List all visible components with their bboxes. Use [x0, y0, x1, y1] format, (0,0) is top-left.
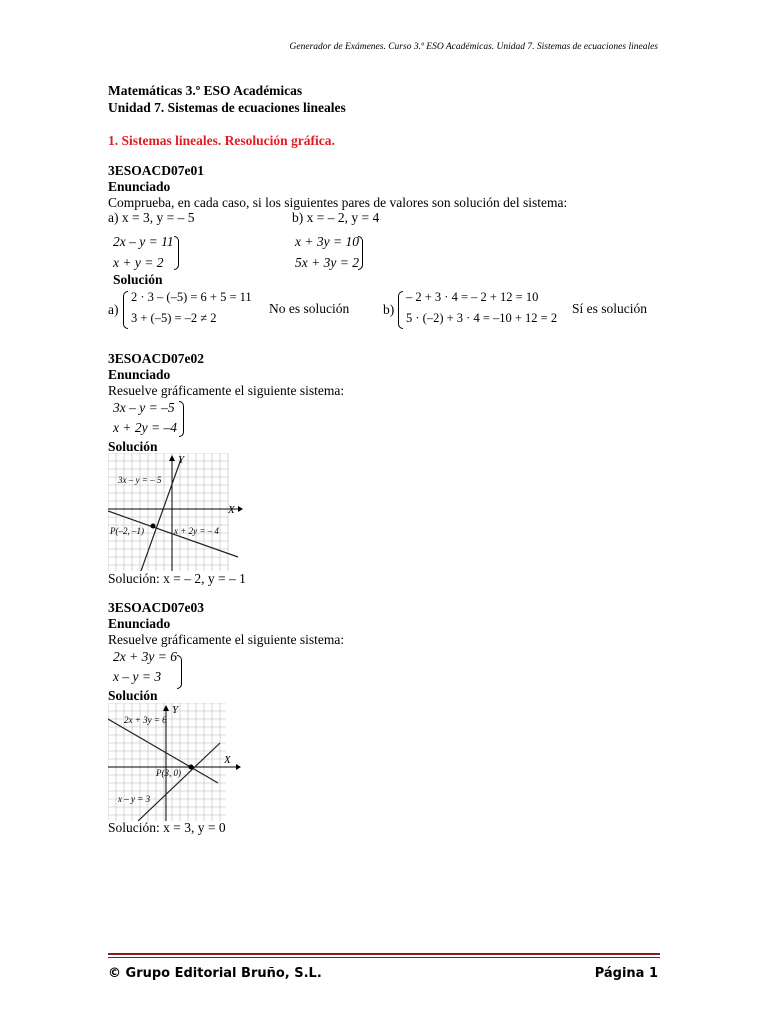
section-title: 1. Sistemas lineales. Resolución gráfica.	[108, 133, 335, 148]
ex1-sol-b-line1: – 2 + 3 · 4 = – 2 + 12 = 10	[406, 290, 539, 304]
ex2-enunciado-heading: Enunciado	[108, 367, 171, 382]
ex2-point-label: P(–2, –1)	[110, 526, 144, 536]
ex3-enunciado-heading: Enunciado	[108, 616, 171, 631]
ex1-solucion-heading: Solución	[113, 272, 163, 287]
footer-rule-thick	[108, 953, 660, 955]
ex1-sol-a-line2: 3 + (–5) = –2 ≠ 2	[131, 311, 217, 325]
ex1-enunciado-heading: Enunciado	[108, 179, 171, 194]
ex2-eq2: x + 2y = –4	[113, 420, 177, 435]
ex1-b-brace	[358, 236, 363, 270]
ex1-prompt: Comprueba, en cada caso, si los siguientes pares de valores son solución del sistema:	[108, 195, 568, 210]
ex3-x-arrow	[236, 764, 241, 770]
ex3-eq1: 2x + 3y = 6	[113, 649, 177, 664]
ex2-x-arrow	[238, 506, 243, 512]
ex3-solucion-heading: Solución	[108, 688, 158, 703]
ex1-sol-a-brace	[123, 291, 128, 329]
ex3-point-label: P(3, 0)	[156, 768, 181, 778]
ex2-line2-label: x + 2y = – 4	[174, 526, 219, 536]
ex1-sol-b-result: Sí es solución	[572, 301, 648, 316]
ex2-brace	[179, 401, 184, 437]
ex3-code: 3ESOACD07e03	[108, 600, 205, 615]
ex2-intersection-point	[151, 524, 156, 529]
ex3-line2-label: x – y = 3	[118, 794, 151, 804]
footer-page-number: Página 1	[594, 966, 658, 981]
ex1-b-eq2: 5x + 3y = 2	[295, 255, 359, 270]
running-header: Generador de Exámenes. Curso 3.º ESO Académicas. Unidad 7. Sistemas de ecuaciones lineales	[289, 42, 658, 52]
ex3-graph	[108, 703, 243, 821]
ex2-prompt: Resuelve gráficamente el siguiente sistema:	[108, 383, 345, 398]
ex2-y-arrow	[169, 455, 175, 461]
course-title: Matemáticas 3.º ESO Académicas	[108, 83, 303, 98]
ex2-code: 3ESOACD07e02	[108, 351, 205, 366]
ex1-b-values: b) x = – 2, y = 4	[292, 210, 380, 225]
footer-copyright: © Grupo Editorial Bruño, S.L.	[108, 966, 322, 981]
ex2-graph	[108, 453, 243, 571]
ex1-a-eq2: x + y = 2	[113, 255, 164, 270]
ex2-eq1: 3x – y = –5	[113, 400, 175, 415]
ex3-x-label: X	[224, 754, 231, 766]
ex1-sol-b-prefix: b)	[383, 302, 395, 317]
ex3-brace	[177, 655, 182, 689]
ex2-x-label: X	[228, 504, 235, 516]
ex1-b-eq1: x + 3y = 10	[295, 234, 359, 249]
ex1-code: 3ESOACD07e01	[108, 163, 205, 178]
unit-title: Unidad 7. Sistemas de ecuaciones lineales	[108, 100, 346, 115]
ex1-a-brace	[174, 236, 179, 270]
ex3-line2	[138, 743, 220, 821]
ex2-y-label: Y	[178, 454, 185, 466]
ex2-line1-label: 3x – y = – 5	[118, 475, 162, 485]
ex1-a-values: a) x = 3, y = – 5	[108, 210, 195, 225]
ex1-sol-a-result: No es solución	[269, 301, 350, 316]
ex3-y-label: Y	[172, 704, 179, 716]
ex3-eq2: x – y = 3	[113, 669, 162, 684]
ex3-line1-label: 2x + 3y = 6	[124, 715, 167, 725]
ex2-answer: Solución: x = – 2, y = – 1	[108, 571, 246, 586]
ex1-a-eq1: 2x – y = 11	[113, 234, 174, 249]
ex1-sol-b-brace	[398, 291, 403, 329]
ex1-sol-b-line2: 5 · (–2) + 3 · 4 = –10 + 12 = 2	[406, 311, 558, 325]
footer-rule-thin	[108, 957, 660, 958]
ex3-intersection-point	[189, 765, 194, 770]
ex3-answer: Solución: x = 3, y = 0	[108, 820, 226, 835]
ex3-prompt: Resuelve gráficamente el siguiente sistema:	[108, 632, 345, 647]
ex2-grid	[108, 453, 228, 571]
ex2-solucion-heading: Solución	[108, 439, 158, 454]
ex1-sol-a-line1: 2 · 3 – (–5) = 6 + 5 = 11	[131, 290, 252, 304]
ex1-sol-a-prefix: a)	[108, 302, 119, 317]
